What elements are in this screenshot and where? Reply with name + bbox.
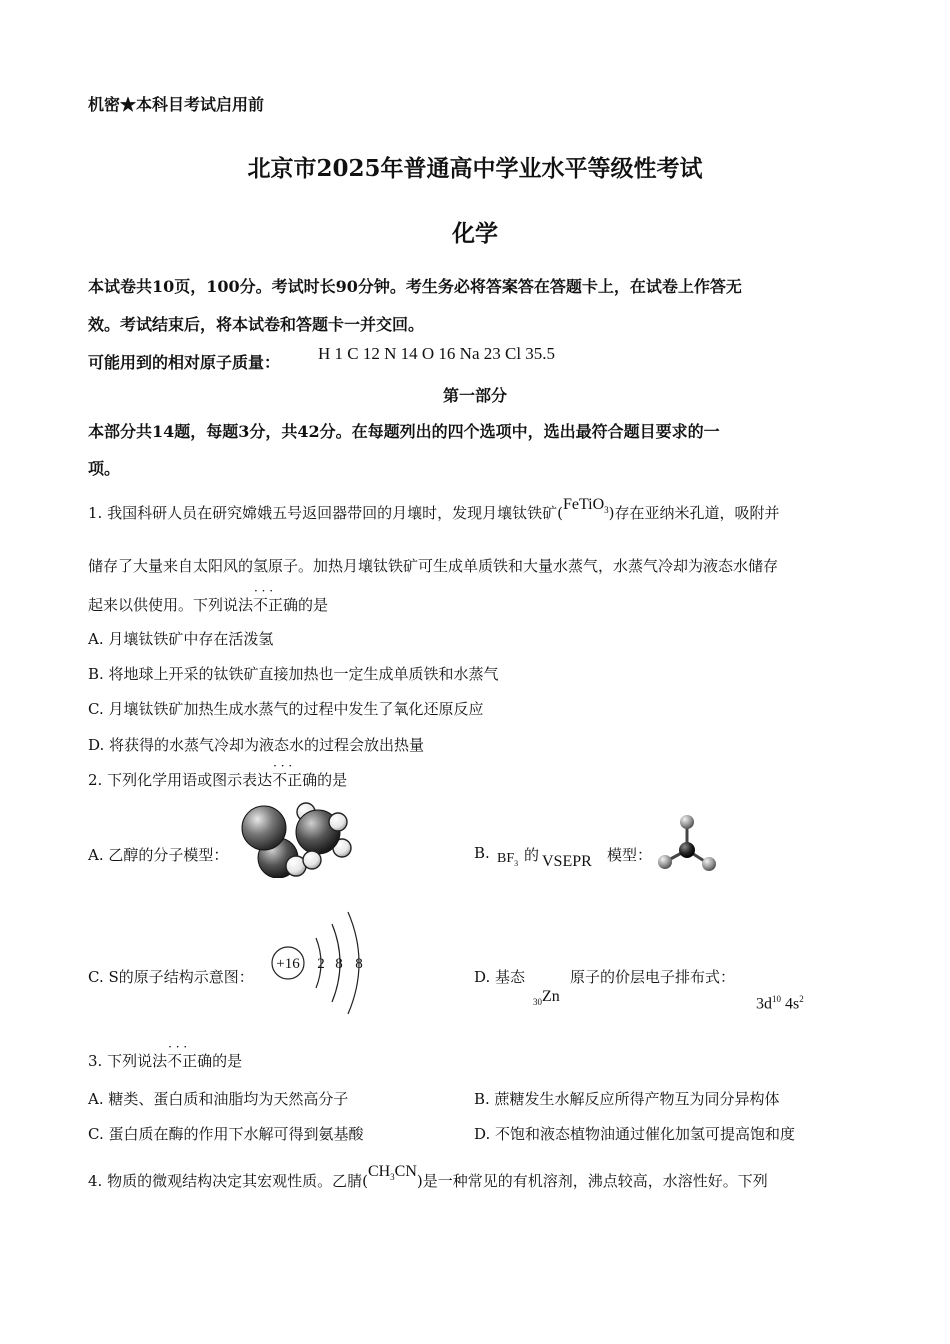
q3-text-a: 3. 下列说法	[88, 1052, 168, 1070]
q1-formula-main: FeTiO	[562, 496, 605, 513]
q4-formula-a: CH	[367, 1163, 391, 1180]
s-shell-count-3: 8	[355, 956, 363, 972]
q2-d-zinc: Zn	[542, 988, 560, 1005]
q1-text-a: 1. 我国科研人员在研究嫦娥五号返回器带回的月壤时，发现月壤钛铁矿(	[88, 504, 563, 522]
q2-d-config-s-sup: 2	[799, 994, 804, 1004]
q1-option-a[interactable]: A. 月壤钛铁矿中存在活泼氢	[88, 630, 274, 648]
q2-b-formula-sub: 3	[514, 858, 519, 868]
confidential-label: 机密★本科目考试启用前	[88, 95, 265, 114]
instructions-line-1: 本试卷共10页，100分。考试时长90分钟。考生务必将答案答在答题卡上，在试卷上作答无	[88, 277, 742, 296]
q2-text-a: 2. 下列化学用语或图示表达	[88, 771, 273, 789]
q1-line3-a: 起来以供使用。下列说法	[88, 596, 254, 614]
q2-option-a[interactable]: A. 乙醇的分子模型：	[88, 846, 229, 864]
q4-formula	[367, 1163, 417, 1183]
q1-line3-b: 的是	[298, 596, 329, 614]
s-shell-count-2: 8	[335, 956, 343, 972]
q3-option-d[interactable]: D. 不饱和液态植物油通过催化加氢可提高饱和度	[474, 1125, 796, 1143]
q4-formula-b: CN	[394, 1163, 417, 1180]
q2-b-formula	[497, 851, 518, 868]
q4-text-a: 4. 物质的微观结构决定其宏观性质。乙腈(	[88, 1172, 368, 1190]
q2-d-config-s: 4s	[785, 995, 800, 1013]
s-nucleus-charge: +16	[276, 956, 300, 972]
s-shell-count-1: 2	[317, 956, 325, 972]
q2-option-b[interactable]	[474, 844, 490, 862]
ethanol-molecule-model-icon	[238, 800, 356, 878]
q2-b-vsepr: VSEPR	[542, 853, 592, 870]
question-1-stem-line-3	[88, 594, 328, 615]
q2-option-c[interactable]: C. S的原子结构示意图：	[88, 968, 254, 986]
instructions-line-2: 效。考试结束后，将本试卷和答题卡一并交回。	[88, 315, 425, 334]
bf3-vsepr-model-icon	[655, 812, 719, 876]
q1-text-b: )存在亚纳米孔道，吸附并	[608, 504, 780, 522]
q1-option-c[interactable]: C. 月壤钛铁矿加热生成水蒸气的过程中发生了氧化还原反应	[88, 700, 484, 718]
q2-text-b: 的是	[317, 771, 348, 789]
q2-d-tail: 原子的价层电子排布式：	[570, 968, 736, 986]
atomic-mass-values: H 1 C 12 N 14 O 16 Na 23 Cl 35.5	[318, 344, 556, 363]
q2-d-zinc-symbol	[533, 988, 560, 1007]
q4-formula-sub: 3	[390, 1172, 395, 1183]
q2-d-config-d: 3d	[756, 995, 772, 1013]
q2-d-zinc-atomic-number: 30	[533, 997, 542, 1008]
q2-d-config-d-sup: 10	[772, 994, 781, 1004]
question-3-stem	[88, 1050, 242, 1071]
q2-b-formula-main: BF	[497, 851, 515, 866]
q3-text-b: 的是	[212, 1052, 243, 1070]
q1-formula	[562, 496, 609, 516]
question-1-stem-line-2: 储存了大量来自太阳风的氢原子。加热月壤钛铁矿可生成单质铁和大量水蒸气，水蒸气冷却为液态水储存	[88, 557, 779, 575]
q3-option-c[interactable]: C. 蛋白质在酶的作用下水解可得到氨基酸	[88, 1125, 364, 1143]
q1-emphasis: · · · 不正确	[253, 596, 298, 614]
q2-b-de: 的	[524, 846, 540, 864]
q3-option-a[interactable]: A. 糖类、蛋白质和油脂均为天然高分子	[88, 1090, 349, 1108]
q1-option-b[interactable]: B. 将地球上开采的钛铁矿直接加热也一定生成单质铁和水蒸气	[88, 665, 499, 683]
atomic-mass-label: 可能用到的相对原子质量：	[88, 353, 281, 372]
question-4-stem	[88, 1163, 768, 1192]
part-description-line-2: 项。	[88, 459, 121, 478]
q2-b-label: B.	[474, 844, 490, 862]
q2-emphasis: · · · 不正确	[272, 771, 317, 789]
q2-option-d[interactable]: D. 基态	[474, 968, 526, 986]
q4-text-b: )是一种常见的有机溶剂，沸点较高，水溶性好。下列	[416, 1172, 768, 1190]
part-description-line-1: 本部分共14题，每题3分，共42分。在每题列出的四个选项中，选出最符合题目要求的一	[88, 422, 720, 441]
subject-title: 化学	[452, 220, 498, 247]
sulfur-atom-structure-diagram	[266, 908, 376, 1018]
q1-option-d[interactable]: D. 将获得的水蒸气冷却为液态水的过程会放出热量	[88, 736, 425, 754]
q3-emphasis: · · · 不正确	[167, 1052, 212, 1070]
q3-option-b[interactable]: B. 蔗糖发生水解反应所得产物互为同分异构体	[474, 1090, 780, 1108]
q2-d-electron-config	[756, 994, 804, 1013]
exam-title: 北京市2025年普通高中学业水平等级性考试	[247, 155, 703, 182]
question-2-stem	[88, 769, 347, 790]
q1-formula-sub: 3	[604, 505, 609, 516]
part-heading: 第一部分	[442, 386, 507, 405]
question-1-stem-line-1	[88, 496, 780, 524]
q2-b-tail: 模型：	[607, 846, 653, 864]
